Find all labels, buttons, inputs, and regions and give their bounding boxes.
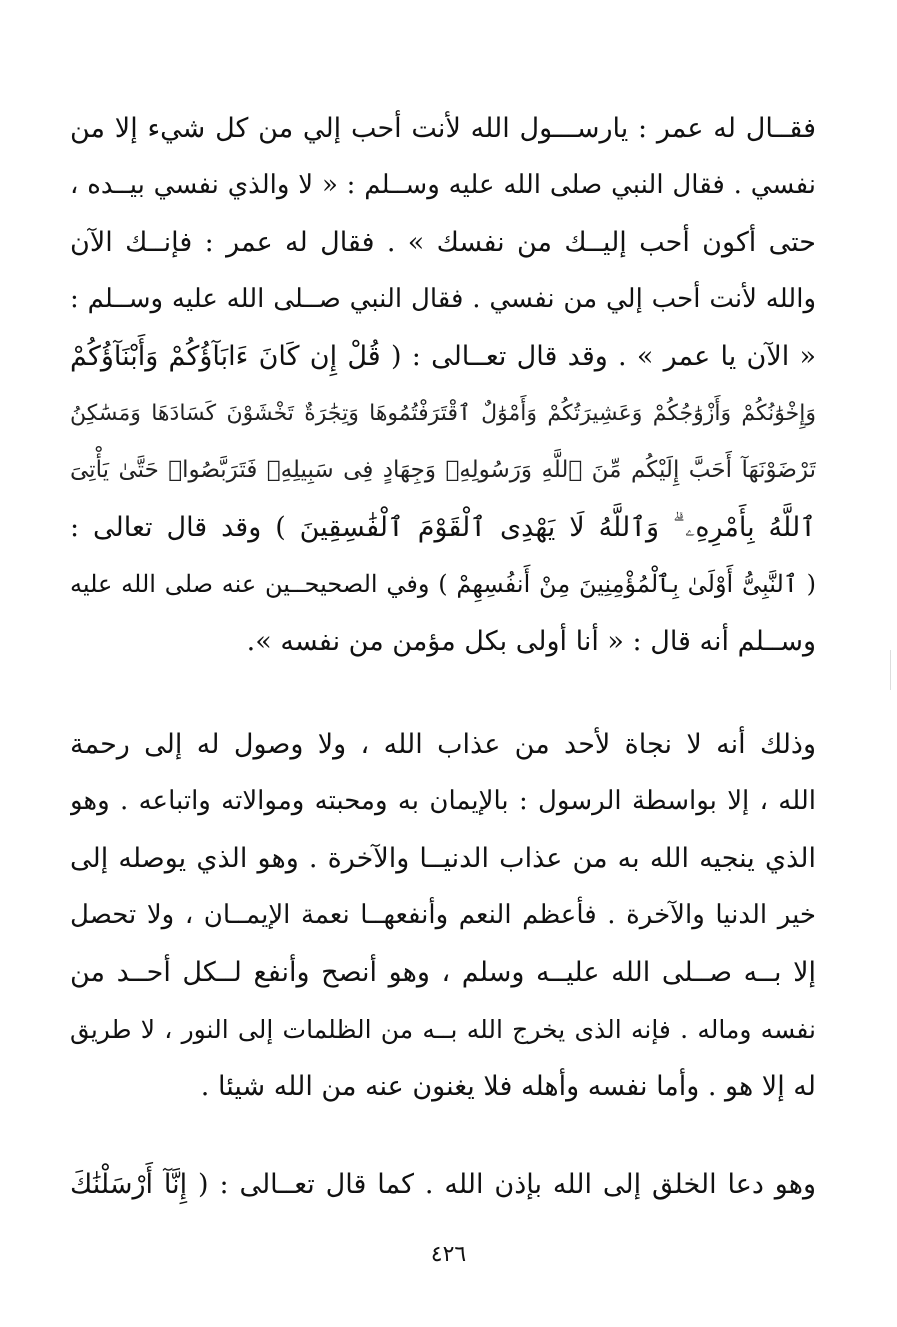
paragraph-3 [70,1156,816,1213]
text-line: الذي ينجيه الله به من عذاب الدنيــا والآخرة . وهو الذي يوصله إلى [70,843,816,874]
text-line: ٱللَّهُ بِأَمْرِهِۦ ۗ وَٱللَّهُ لَا يَهْدِى ٱلْقَوْمَ ٱلْفَٰسِقِينَ ) وقد قال تعالى : [70,512,816,543]
page-number: ٤٢٦ [430,1242,467,1267]
quran-verse-line: تَرْضَوْنَهَآ أَحَبَّ إِلَيْكُم مِّنَ ٱللَّهِ وَرَسُولِهِۦ وَجِهَادٍ فِى سَبِيلِهِۦ فَتَرَبَّصُوا۟ حَتَّىٰ يَأْتِىَ [70,457,816,483]
text-line: وســلم أنه قال : « أنا أولى بكل مؤمن من نفسه ». [246,626,816,657]
text-line: له إلا هو . وأما نفسه وأهله فلا يغنون عنه من الله شيئا . [200,1071,816,1102]
text-line: حتى أكون أحب إليــك من نفسك » . فقال له عمر : فإنــك الآن [70,227,816,258]
scan-margin-mark [890,650,891,690]
quran-verse-line: وَإِخْوَٰنُكُمْ وَأَزْوَٰجُكُمْ وَعَشِيرَتُكُمْ وَأَمْوَٰلٌ ٱقْتَرَفْتُمُوهَا وَتِجَٰرَةٌ تَخْشَوْنَ كَسَادَهَا وَمَسَٰكِنُ [70,401,816,426]
paragraph-2 [70,716,816,1115]
text-line: خير الدنيا والآخرة . فأعظم النعم وأنفعهــا نعمة الإيمــان ، ولا تحصل [70,900,816,930]
text-line: وذلك أنه لا نجاة لأحد من عذاب الله ، ولا وصول له إلى رحمة [70,729,816,760]
text-line: الله ، إلا بواسطة الرسول : بالإيمان به ومحبته وموالاته واتباعه . وهو [70,786,816,816]
text-line: إلا بــه صــلى الله عليــه وسلم ، وهو أنصح وأنفع لــكل أحــد من [70,957,816,988]
text-line: فقــال له عمر : يارســـول الله لأنت أحب إلي من كل شيء إلا من [70,113,816,144]
text-line: « الآن يا عمر » . وقد قال تعــالى : ( قُلْ إِن كَانَ ءَابَآؤُكُمْ وَأَبْنَآؤُكُمْ [70,341,816,372]
text-line: نفسه وماله . فإنه الذى يخرج الله بــه من الظلمات إلى النور ، لا طريق [70,1015,816,1044]
text-line: والله لأنت أحب إلي من نفسي . فقال النبي صــلى الله عليه وســلم : [70,284,816,314]
paragraph-1 [70,100,816,670]
text-line: وهو دعا الخلق إلى الله بإذن الله . كما قال تعــالى : ( إِنَّآ أَرْسَلْنَٰكَ [70,1169,816,1200]
text-line: نفسي . فقال النبي صلى الله عليه وســلم : « لا والذي نفسي بيــده ، [70,170,816,200]
text-line: ( ٱلنَّبِىُّ أَوْلَىٰ بِٱلْمُؤْمِنِينَ مِنْ أَنفُسِهِمْ ) وفي الصحيحــين عنه صلى الله عليه [70,570,816,598]
